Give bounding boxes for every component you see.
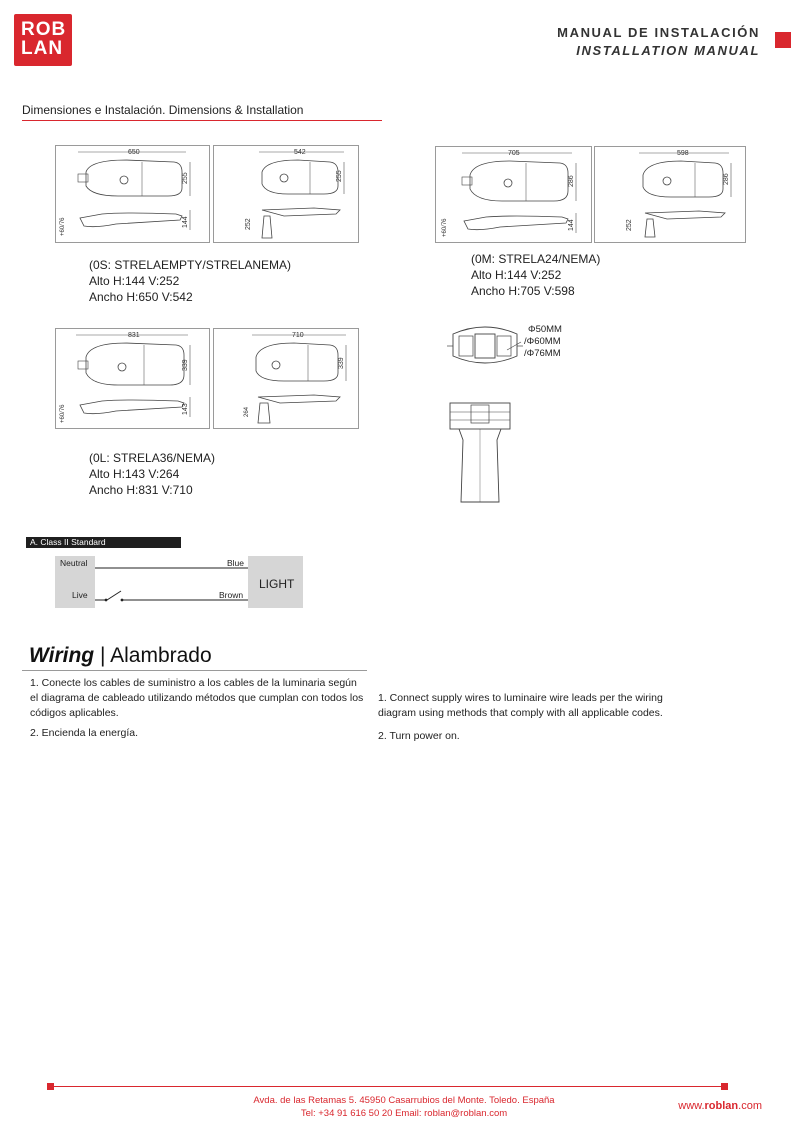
model-m-top-side: 252 <box>626 219 633 231</box>
wiring-en-step-1: 1. Connect supply wires to luminaire wire leads per the wiring diagram using methods that comply with all applicable codes. <box>378 692 663 719</box>
model-l-top-height: 339 <box>338 357 345 369</box>
model-s-front-drawing <box>55 145 210 243</box>
model-m-front-drawing <box>435 146 592 243</box>
model-l-top-side: 264 <box>244 406 250 417</box>
model-l-front-width: 831 <box>128 332 140 339</box>
wire-brown-label: Brown <box>219 590 244 600</box>
wiring-es-step-2: 2. Encienda la energía. <box>30 727 138 739</box>
mount-diameter-76: /Φ76MM <box>524 348 561 359</box>
wiring-divider <box>22 670 367 671</box>
header-title-es: MANUAL DE INSTALACIÓN <box>557 25 760 40</box>
wiring-title-es: Alambrado <box>110 644 212 667</box>
footer-divider-start <box>47 1083 54 1090</box>
model-s-front-width: 650 <box>128 149 140 156</box>
model-m-code: (0M: STRELA24/NEMA) <box>471 252 601 266</box>
model-l-ancho: Ancho H:831 V:710 <box>89 483 193 497</box>
light-label: LIGHT <box>259 577 295 591</box>
model-s-ancho: Ancho H:650 V:542 <box>89 290 193 304</box>
model-l-front-height: 339 <box>182 359 189 371</box>
model-s-caption <box>89 257 291 305</box>
model-l-code: (0L: STRELA36/NEMA) <box>89 451 216 465</box>
model-m-caption <box>471 251 600 299</box>
footer-contact: Tel: +34 91 616 50 20 Email: roblan@roblan.com <box>300 1108 508 1119</box>
model-l-side-height: 143 <box>182 403 189 415</box>
roblan-logo <box>14 14 72 66</box>
wiring-title <box>29 644 212 668</box>
wire-live-label: Live <box>72 590 88 600</box>
model-l-top-drawing <box>213 328 359 429</box>
model-s-code: (0S: STRELAEMPTY/STRELANEMA) <box>89 258 292 272</box>
model-m-side-height: 144 <box>568 219 575 231</box>
model-m-front-height: 286 <box>568 175 575 187</box>
mount-top-view <box>445 322 525 372</box>
wiring-en-step-2: 2. Turn power on. <box>378 730 460 742</box>
wire-neutral-label: Neutral <box>60 558 88 568</box>
footer-divider <box>50 1086 726 1087</box>
mount-diameter-50: Φ50MM <box>528 324 562 335</box>
model-s-top-width: 542 <box>294 149 306 156</box>
model-l-caption <box>89 450 215 498</box>
wiring-title-en: Wiring <box>29 644 95 667</box>
website-suffix: .com <box>738 1100 762 1112</box>
wire-blue-label: Blue <box>227 558 245 568</box>
model-s-top-drawing <box>213 145 359 243</box>
model-m-top-height: 286 <box>723 173 730 185</box>
model-s-pole-diameter: +60/76 <box>60 217 66 236</box>
model-s-alto: Alto H:144 V:252 <box>89 274 180 288</box>
header-title-en: INSTALLATION MANUAL <box>576 43 760 58</box>
section-title: Dimensiones e Instalación. Dimensions & Installation <box>22 103 304 117</box>
model-m-pole-diameter: +60/76 <box>442 218 448 237</box>
model-s-side-height: 144 <box>182 216 189 228</box>
footer-address: Avda. de las Retamas 5. 45950 Casarrubios del Monte. Toledo. España <box>253 1095 555 1106</box>
model-m-front-width: 705 <box>508 150 520 157</box>
model-m-top-width: 598 <box>677 150 689 157</box>
model-s-top-height: 255 <box>336 170 343 182</box>
wiring-diagram-title: A. Class II Standard <box>26 537 181 548</box>
model-l-top-width: 710 <box>292 332 304 339</box>
website-prefix: www. <box>678 1100 705 1112</box>
model-l-front-drawing <box>55 328 210 429</box>
header-accent-square <box>775 32 791 48</box>
wiring-title-separator: | <box>94 644 111 667</box>
model-l-alto: Alto H:143 V:264 <box>89 467 180 481</box>
footer-divider-end <box>721 1083 728 1090</box>
model-m-alto: Alto H:144 V:252 <box>471 268 562 282</box>
website-brand: roblan <box>704 1100 739 1112</box>
mount-side-view <box>445 400 515 506</box>
model-m-ancho: Ancho H:705 V:598 <box>471 284 575 298</box>
model-l-pole-diameter: +60/76 <box>60 404 66 423</box>
model-s-front-height: 255 <box>182 172 189 184</box>
mount-diameters <box>524 324 562 360</box>
model-m-top-drawing <box>594 146 746 243</box>
wiring-es-step-1: 1. Conecte los cables de suministro a los cables de la luminaria según el diagrama de cableado utilizando métodos que cumplan con todos los códigos aplicables. <box>30 677 364 719</box>
section-divider <box>22 120 382 121</box>
logo-line-1: ROB <box>21 19 67 40</box>
logo-line-2: LAN <box>21 38 64 59</box>
mount-diameter-60: /Φ60MM <box>524 336 561 347</box>
model-s-top-side: 252 <box>245 218 252 230</box>
footer-website[interactable] <box>678 1100 762 1112</box>
